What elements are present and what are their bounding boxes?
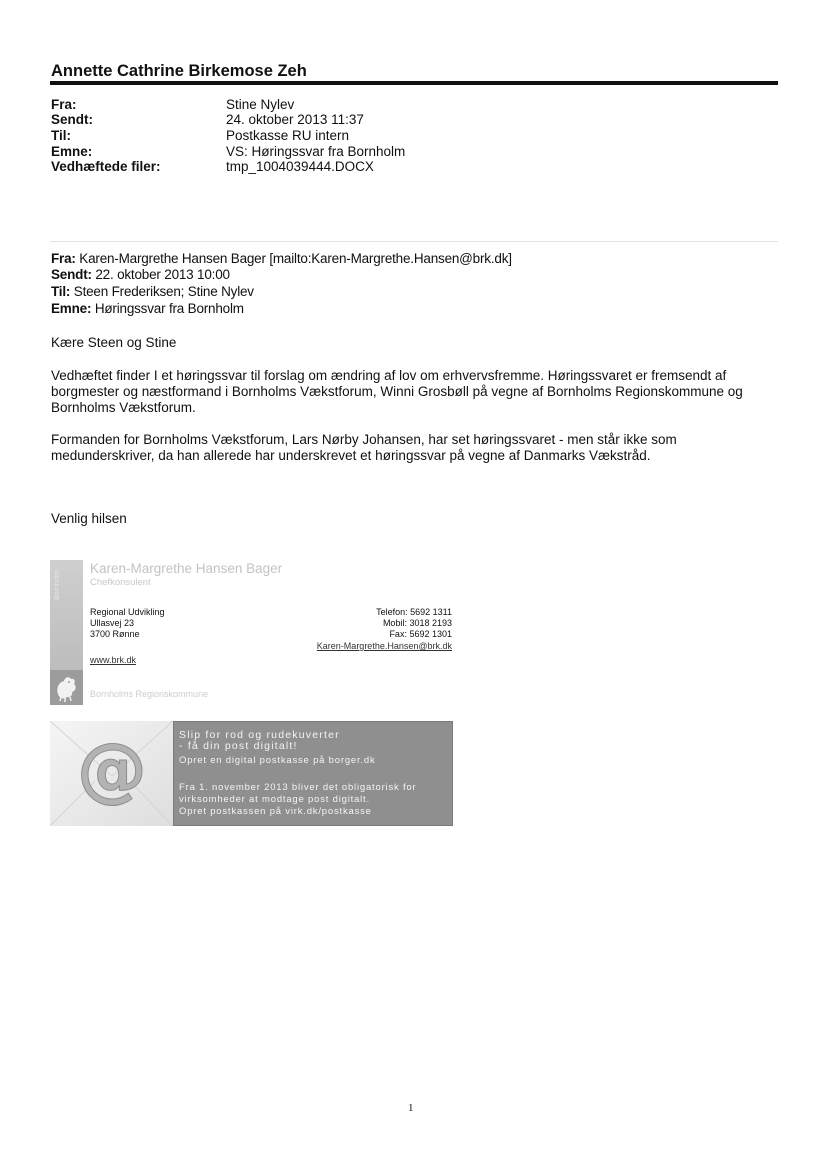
from-value: Stine Nylev [226, 97, 295, 112]
forwarded-from-value: Karen-Margrethe Hansen Bager [mailto:Karen-Margrethe.Hansen@brk.dk] [79, 251, 512, 266]
at-sign-icon [50, 721, 173, 826]
closing: Venlig hilsen [51, 511, 127, 526]
forwarded-from-label: Fra: [51, 251, 76, 266]
to-value: Postkasse RU intern [226, 128, 350, 143]
subject-value: VS: Høringssvar fra Bornholm [226, 144, 406, 159]
forwarded-sent-value: 22. oktober 2013 10:00 [95, 267, 230, 282]
signature-fax: Fax: 5692 1301 [389, 629, 452, 639]
signature-mobile: Mobil: 3018 2193 [382, 618, 452, 628]
banner-headline: Slip for rod og rudekuverter [179, 729, 340, 741]
forwarded-to-value: Steen Frederiksen; Stine Nylev [73, 284, 254, 299]
page-number: 1 [408, 1102, 414, 1114]
signature-street: Ullasvej 23 [90, 618, 135, 628]
forwarded-sent-label: Sendt: [51, 267, 92, 282]
digital-post-banner[interactable] [50, 721, 453, 826]
from-label: Fra: [51, 97, 77, 112]
to-label: Til: [51, 128, 71, 143]
signature-name: Karen-Margrethe Hansen Bager [90, 561, 283, 576]
sent-value: 24. oktober 2013 11:37 [226, 112, 364, 127]
banner-borger-line: Opret en digital postkasse på borger.dk [179, 755, 376, 766]
forwarded-subject-value: Høringssvar fra Bornholm [94, 301, 244, 316]
forwarded-from [51, 250, 512, 267]
email-signature [50, 560, 470, 705]
signature-bar-label: Bornholm [54, 570, 61, 600]
signature-city: 3700 Rønne [90, 629, 140, 639]
forwarded-sent [51, 266, 230, 283]
email-link[interactable]: Karen-Margrethe.Hansen@brk.dk [316, 641, 452, 651]
website-link[interactable]: www.brk.dk [90, 655, 137, 665]
body-paragraph-2: Formanden for Bornholms Vækstforum, Lars Nørby Johansen, har set høringssvaret - men står ikke som medunderskriver, da han allerede har underskrevet et høringssvar på vegne af Danmarks Vækstråd. [51, 432, 677, 463]
subject-label: Emne: [51, 144, 93, 159]
sent-label: Sendt: [51, 112, 93, 127]
forwarded-to [51, 283, 254, 300]
forwarded-subject-label: Emne: [51, 301, 92, 316]
signature-title: Chefkonsulent [90, 577, 151, 588]
owner-name: Annette Cathrine Birkemose Zeh [51, 62, 307, 80]
svg-text:@: @ [77, 728, 147, 810]
signature-crest-panel [50, 670, 83, 705]
signature-department: Regional Udvikling [90, 607, 165, 617]
banner-notice-line-2: virksomheder at modtage post digitalt. [179, 794, 370, 805]
header-divider [50, 81, 778, 85]
signature-phone: Telefon: 5692 1311 [376, 607, 452, 617]
signature-organization: Bornholms Regionskommune [90, 689, 209, 699]
greeting: Kære Steen og Stine [51, 335, 177, 350]
banner-text-panel [173, 721, 453, 826]
banner-subheadline: - få din post digitalt! [179, 740, 298, 752]
attachments-label: Vedhæftede filer: [51, 159, 161, 174]
body-paragraph-1: Vedhæftet finder I et høringssvar til forslag om ændring af lov om erhvervsfremme. Høringssvaret er fremsendt af borgmester og næstformand i Bornholms Vækstforum, Winni Grosbøll på vegne af Bornholms Regionskommune og Bornholms Vækstforum. [51, 368, 743, 415]
banner-virk-line: Opret postkassen på virk.dk/postkasse [179, 806, 372, 817]
attachment-file[interactable]: tmp_1004039444.DOCX [226, 159, 374, 174]
banner-notice-line-1: Fra 1. november 2013 bliver det obligatorisk for [179, 782, 417, 793]
forward-divider [50, 241, 778, 242]
coat-of-arms-icon [50, 670, 83, 705]
forwarded-subject [51, 300, 244, 317]
forwarded-to-label: Til: [51, 284, 71, 299]
